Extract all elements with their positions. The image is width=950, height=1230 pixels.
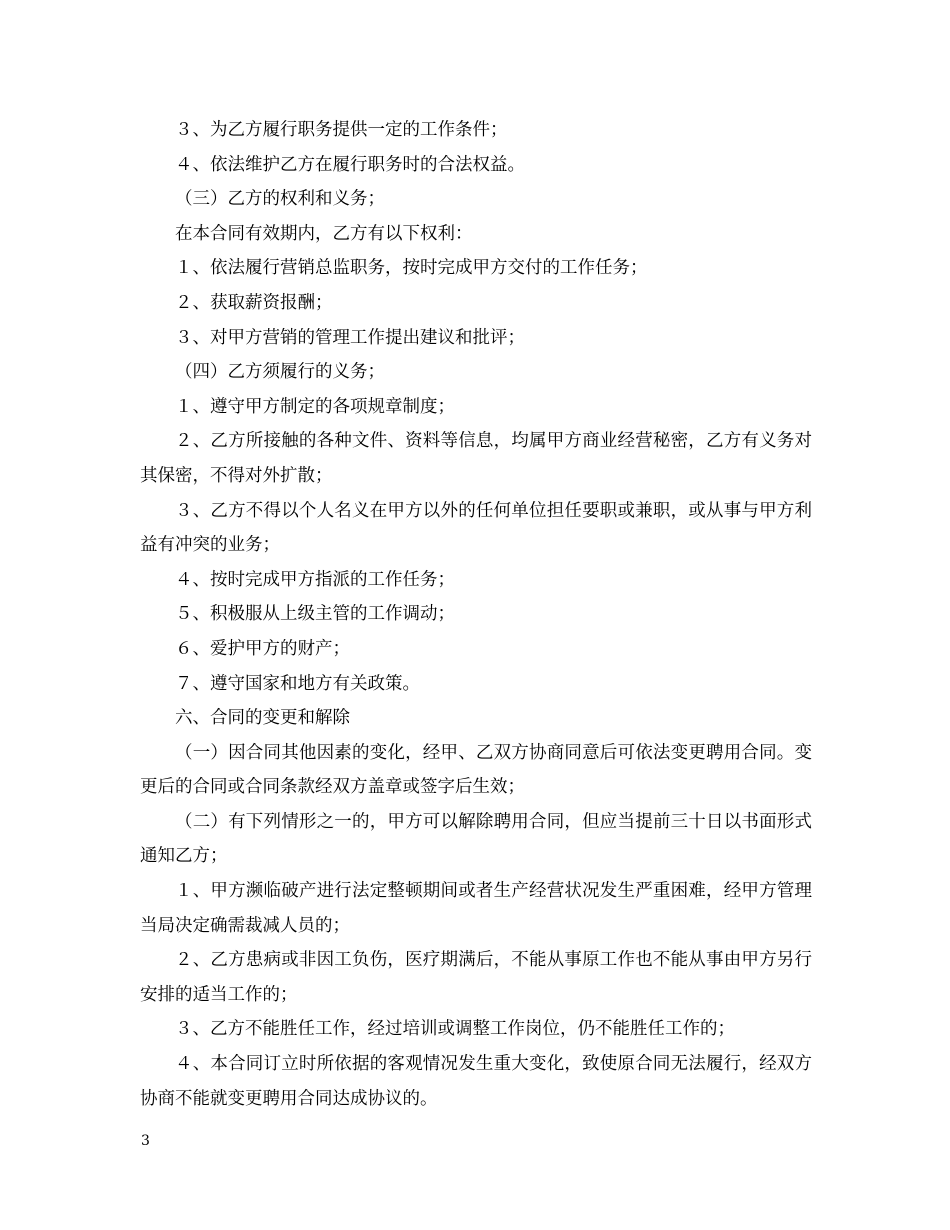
paragraph: １、甲方濒临破产进行法定整顿期间或者生产经营状况发生严重困难，经甲方管理当局决定确需裁减人员的； (140, 881, 812, 936)
paragraph: ２、乙方所接触的各种文件、资料等信息，均属甲方商业经营秘密，乙方有义务对其保密，不得对外扩散； (140, 431, 812, 486)
paragraph: ５、积极服从上级主管的工作调动； (175, 604, 455, 625)
paragraph: ４、按时完成甲方指派的工作任务； (175, 569, 455, 590)
document-body (140, 113, 812, 1116)
paragraph: 在本合同有效期内，乙方有以下权利： (175, 223, 473, 244)
paragraph: ４、本合同订立时所依据的客观情况发生重大变化，致使原合同无法履行，经双方协商不能就变更聘用合同达成协议的。 (140, 1054, 812, 1109)
paragraph: １、依法履行营销总监职务，按时完成甲方交付的工作任务； (175, 258, 648, 279)
paragraph: ２、获取薪资报酬； (175, 292, 333, 313)
paragraph: ２、乙方患病或非因工负伤，医疗期满后，不能从事原工作也不能从事由甲方另行安排的适当工作的； (140, 950, 812, 1005)
paragraph: ３、乙方不得以个人名义在甲方以外的任何单位担任要职或兼职，或从事与甲方利益有冲突的业务； (140, 500, 812, 556)
section-heading: （四）乙方须履行的义务； (175, 362, 385, 383)
paragraph: １、遵守甲方制定的各项规章制度； (175, 396, 455, 417)
paragraph: ７、遵守国家和地方有关政策。 (175, 673, 420, 694)
paragraph: ４、依法维护乙方在履行职务时的合法权益。 (175, 154, 525, 175)
section-heading: 六、合同的变更和解除 (175, 708, 350, 729)
paragraph: ３、为乙方履行职务提供一定的工作条件； (175, 120, 508, 140)
section-heading: （三）乙方的权利和义务； (175, 189, 385, 210)
paragraph: ６、爱护甲方的财产； (175, 638, 350, 659)
page-number: 3 (141, 1133, 150, 1149)
paragraph: （一）因合同其他因素的变化，经甲、乙双方协商同意后可依法变更聘用合同。变更后的合同或合同条款经双方盖章或签字后生效； (140, 742, 812, 798)
paragraph: ３、乙方不能胜任工作，经过培训或调整工作岗位，仍不能胜任工作的； (175, 1019, 735, 1040)
paragraph: （二）有下列情形之一的，甲方可以解除聘用合同，但应当提前三十日以书面形式通知乙方； (140, 811, 812, 867)
paragraph: ３、对甲方营销的管理工作提出建议和批评； (175, 327, 525, 348)
